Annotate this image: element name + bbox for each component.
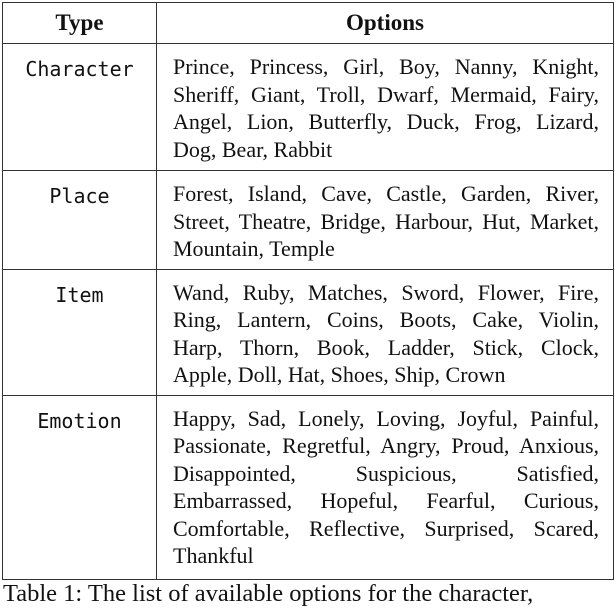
options-cell: Prince, Princess, Girl, Boy, Nanny, Knight, Sheriff, Giant, Troll, Dwarf, Mermaid, Fairy, Angel, Lion, Butterfly, Duck, Frog, Lizard, Dog, Bear, Rabbit	[157, 44, 614, 171]
header-type: Type	[3, 3, 157, 44]
options-table	[2, 2, 614, 580]
options-table-container	[2, 2, 614, 579]
type-cell: Emotion	[3, 395, 157, 579]
table-row-place	[3, 171, 614, 270]
table-row-item	[3, 269, 614, 395]
table-caption: Table 1: The list of available options for the character,	[3, 580, 534, 607]
options-cell: Wand, Ruby, Matches, Sword, Flower, Fire, Ring, Lantern, Coins, Boots, Cake, Violin, Harp, Thorn, Book, Ladder, Stick, Clock, Apple, Doll, Hat, Shoes, Ship, Crown	[157, 269, 614, 395]
options-cell: Forest, Island, Cave, Castle, Garden, River, Street, Theatre, Bridge, Harbour, Hut, Market, Mountain, Temple	[157, 171, 614, 270]
table-header-row	[3, 3, 614, 44]
table-row-emotion	[3, 395, 614, 579]
header-options: Options	[157, 3, 614, 44]
table-row-character	[3, 44, 614, 171]
type-cell: Character	[3, 44, 157, 171]
type-cell: Place	[3, 171, 157, 270]
type-cell: Item	[3, 269, 157, 395]
options-cell: Happy, Sad, Lonely, Loving, Joyful, Painful, Passionate, Regretful, Angry, Proud, Anxious, Disappointed, Suspicious, Satisfied, Embarrassed, Hopeful, Fearful, Curious, Comfortable, Reflective, Surprised, Scared, Thankful	[157, 395, 614, 579]
